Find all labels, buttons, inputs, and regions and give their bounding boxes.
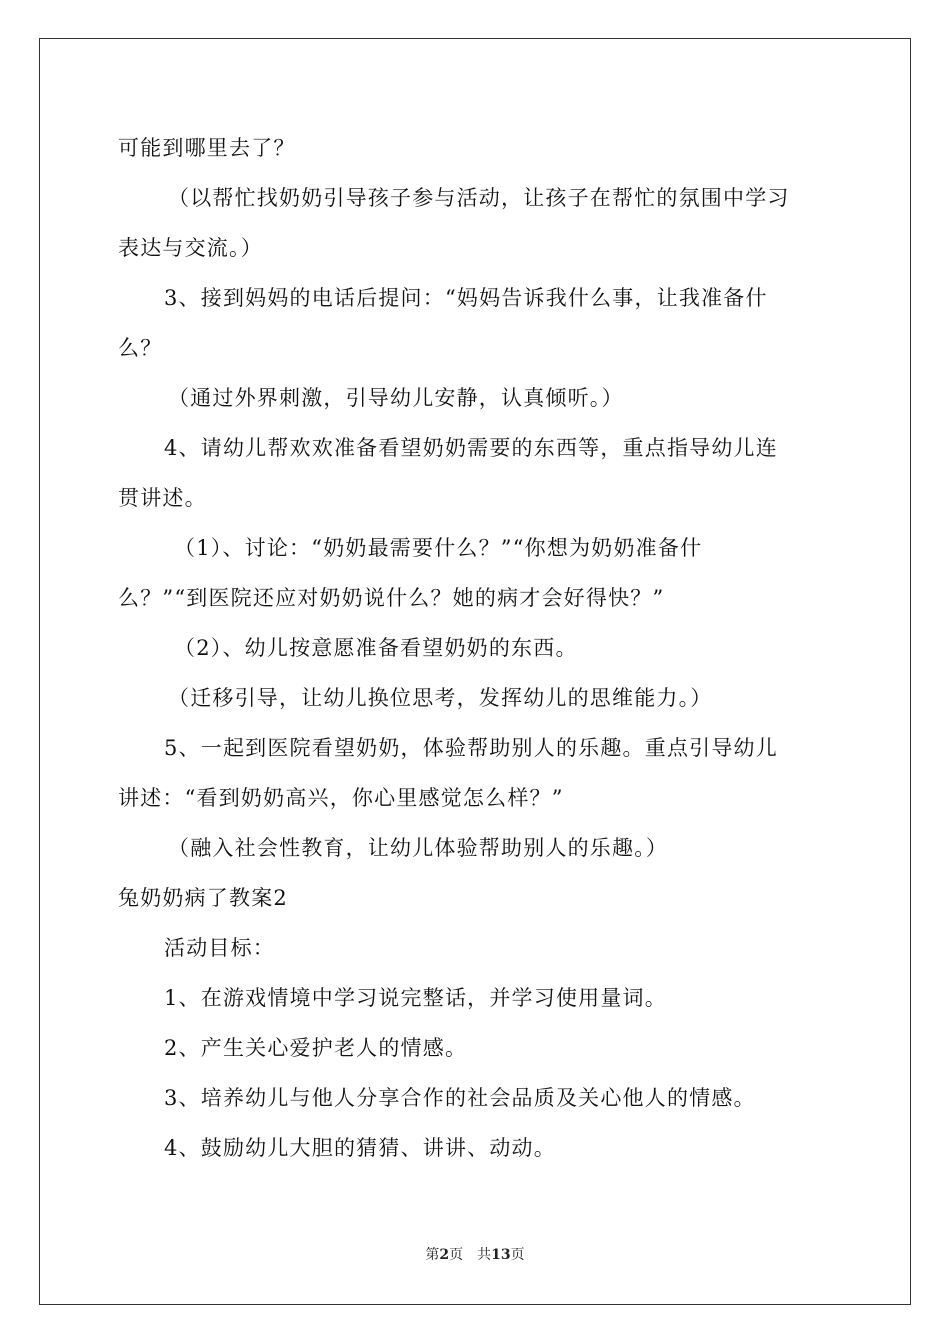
text-line-20: 3、培养幼儿与他人分享合作的社会品质及关心他人的情感。 bbox=[164, 1086, 756, 1110]
text-line-7: 4、请幼儿帮欢欢准备看望奶奶需要的东西等，重点指导幼儿连 bbox=[164, 436, 778, 460]
text-line-4: 3、接到妈妈的电话后提问：“妈妈告诉我什么事，让我准备什 bbox=[164, 286, 768, 310]
footer-page-current: 2 bbox=[439, 1247, 450, 1263]
footer-page-unit: 页 bbox=[449, 1247, 464, 1263]
page-border bbox=[39, 38, 911, 1305]
footer-total-unit: 页 bbox=[510, 1247, 525, 1263]
text-line-11: （2）、幼儿按意愿准备看望奶奶的东西。 bbox=[174, 636, 578, 660]
text-line-5: 么？ bbox=[118, 336, 163, 360]
text-line-2: （以帮忙找奶奶引导孩子参与活动，让孩子在帮忙的氛围中学习 bbox=[168, 186, 790, 210]
text-line-21: 4、鼓励幼儿大胆的猜猜、讲讲、动动。 bbox=[164, 1136, 556, 1160]
footer-page-total: 13 bbox=[491, 1247, 511, 1263]
section-heading: 兔奶奶病了教案2 bbox=[118, 886, 288, 910]
text-line-3: 表达与交流。） bbox=[118, 236, 263, 260]
text-line-18: 1、在游戏情境中学习说完整话，并学习使用量词。 bbox=[164, 986, 667, 1010]
text-line-15: （融入社会性教育，让幼儿体验帮助别人的乐趣。） bbox=[168, 836, 669, 860]
footer-total-prefix: 共 bbox=[477, 1247, 492, 1263]
text-line-10: 么？”“到医院还应对奶奶说什么？她的病才会好得快？” bbox=[118, 586, 665, 610]
text-line-12: （迁移引导，让幼儿换位思考，发挥幼儿的思维能力。） bbox=[168, 686, 713, 710]
text-line-8: 贯讲述。 bbox=[118, 486, 207, 510]
text-line-17: 活动目标： bbox=[164, 936, 275, 960]
text-line-9: （1）、讨论：“奶奶最需要什么？”“你想为奶奶准备什 bbox=[174, 536, 703, 560]
footer-page-prefix: 第 bbox=[425, 1247, 440, 1263]
text-line-14: 讲述：“看到奶奶高兴，你心里感觉怎么样？” bbox=[118, 786, 564, 810]
text-line-13: 5、一起到医院看望奶奶，体验帮助别人的乐趣。重点引导幼儿 bbox=[164, 736, 778, 760]
page-footer bbox=[0, 1246, 950, 1264]
text-line-6: （通过外界刺激，引导幼儿安静，认真倾听。） bbox=[168, 386, 624, 410]
text-line-19: 2、产生关心爱护老人的情感。 bbox=[164, 1036, 468, 1060]
text-line-1: 可能到哪里去了？ bbox=[118, 136, 296, 160]
